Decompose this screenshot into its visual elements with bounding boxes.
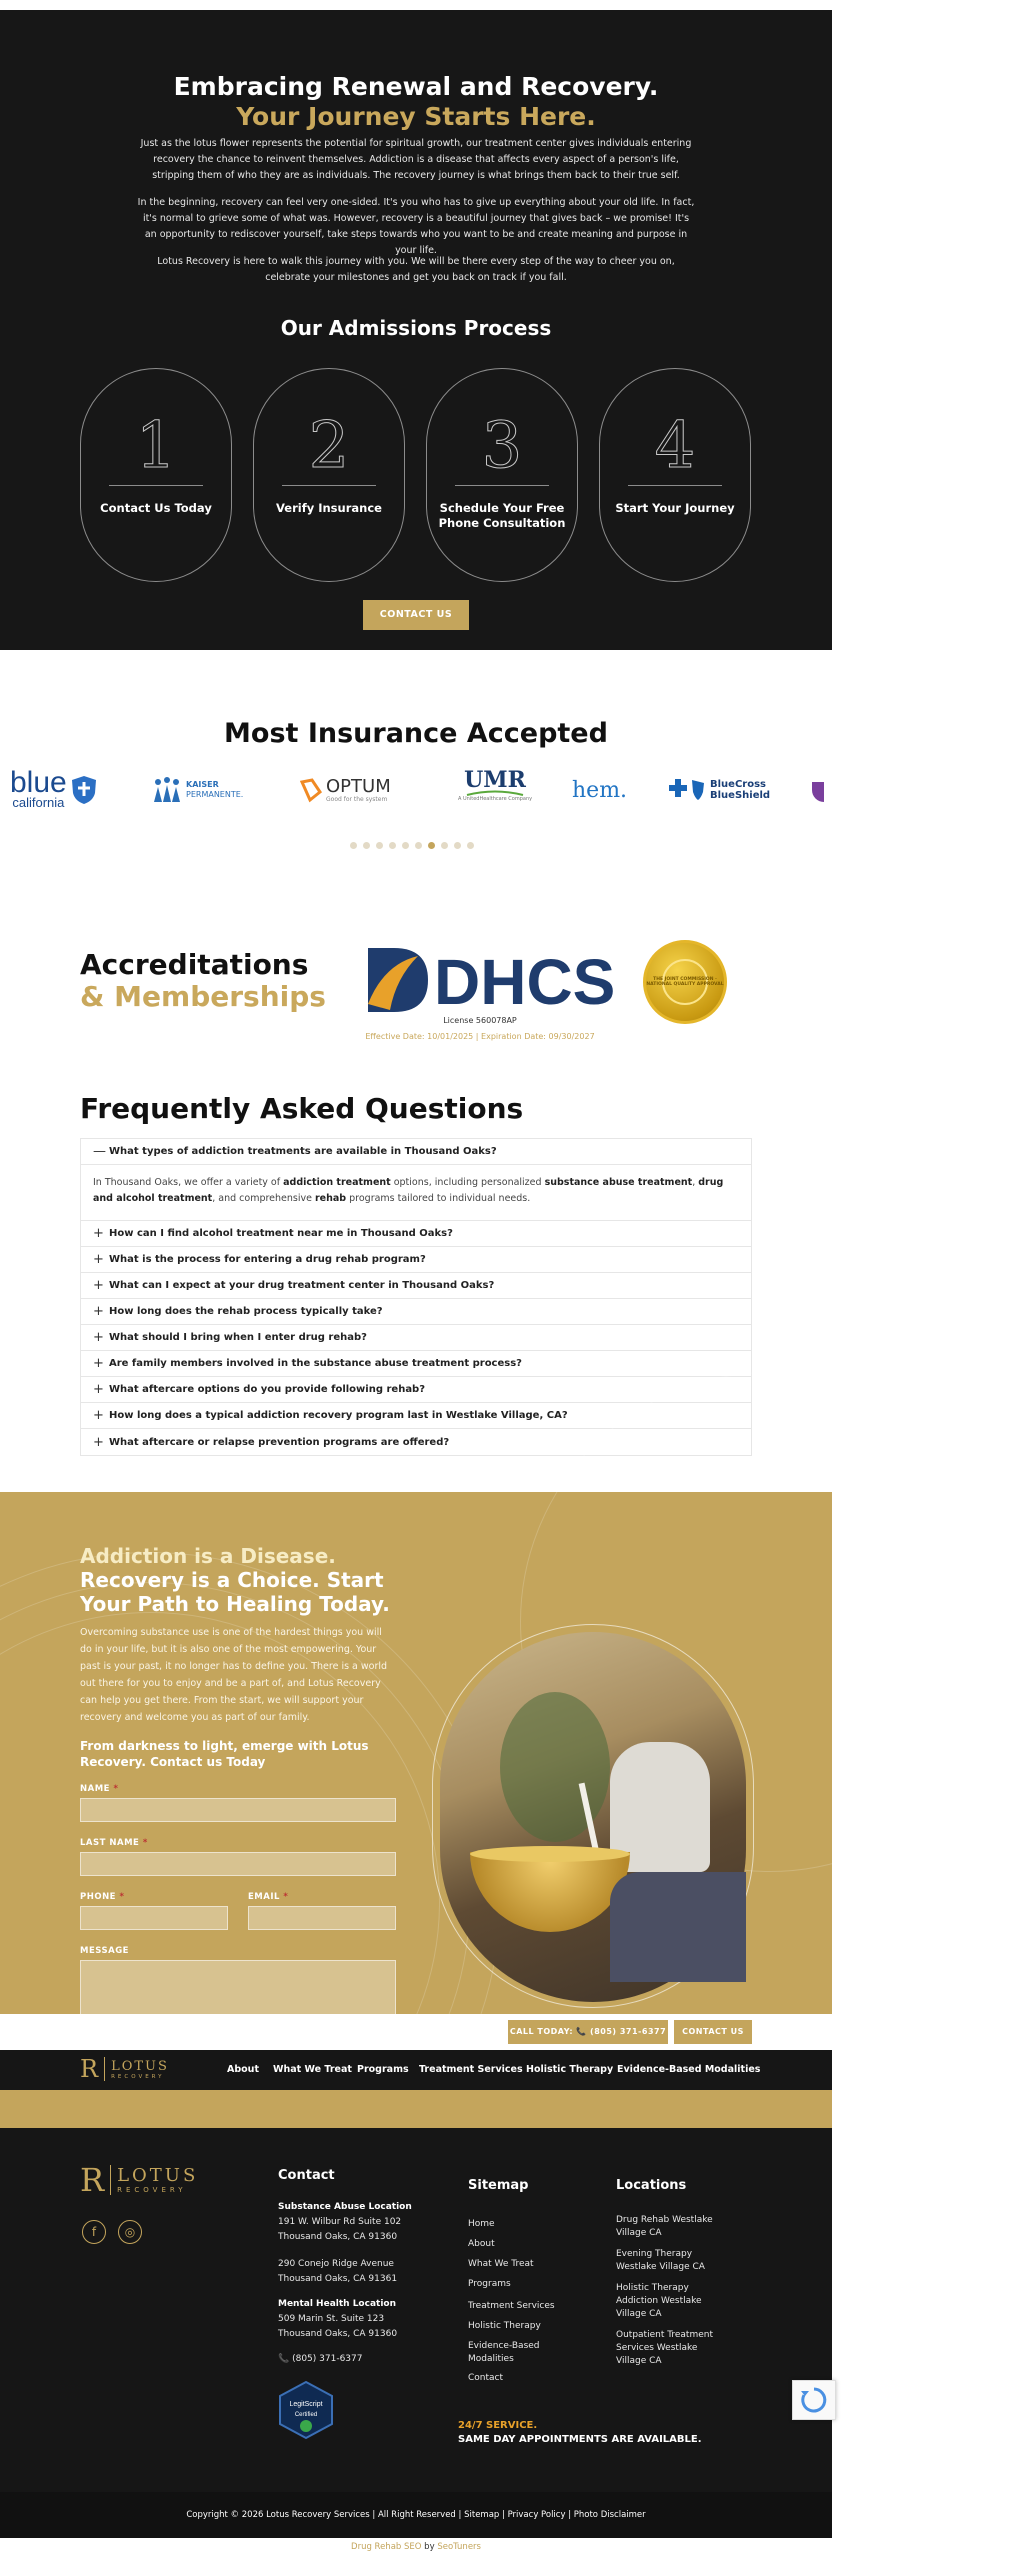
credit-author-link[interactable]: SeoTuners <box>437 2542 481 2552</box>
gold-divider-bar <box>0 2090 832 2128</box>
footer-locations-list <box>616 2214 726 2368</box>
hero-title: Embracing Renewal and Recovery. <box>173 72 659 101</box>
carousel-dots <box>350 842 474 849</box>
logo-r-mark: R <box>80 2161 105 2199</box>
message-textarea[interactable] <box>80 1960 396 2020</box>
recaptcha-icon <box>793 2381 835 2419</box>
step-label: Schedule Your Free Phone Consultation <box>438 501 566 530</box>
email-label: EMAIL * <box>248 1892 289 1902</box>
carousel-dot[interactable] <box>376 842 383 849</box>
hero-contact-button[interactable]: CONTACT US <box>363 600 469 630</box>
email-input[interactable] <box>248 1906 396 1930</box>
legitscript-badge[interactable] <box>278 2380 334 2440</box>
hero-paragraph-2: In the beginning, recovery can feel very one-sided. It's you who has to give up everything about your old life. In fact, it's normal to grieve some of what was. However, recovery is a beautiful journey that gives back – we promise! It's an opportunity to rediscover yourself, take steps towards who you want to be and create meaning and purpose in your life. <box>137 197 695 256</box>
plus-icon: + <box>93 1382 104 1397</box>
footer-contact-details: Substance Abuse Location 191 W. Wilbur Rd Suite 102 Thousand Oaks, CA 91360 290 Conejo Ridge Avenue Thousand Oaks, CA 91361 Mental Health Location 509 Marin St. Suite 123 Thousand Oaks, CA 91360 📞 (805) 371-6377 <box>278 2202 412 2364</box>
main-nav <box>0 2050 832 2090</box>
step-divider <box>455 485 549 486</box>
carousel-dot[interactable] <box>350 842 357 849</box>
footer-contact-title: Contact <box>278 2168 335 2183</box>
location-link[interactable]: Outpatient Treatment Services Westlake Village CA <box>616 2330 714 2366</box>
message-label: MESSAGE <box>80 1946 129 1956</box>
phone-input[interactable] <box>80 1906 228 1930</box>
badge-line-2: Certified <box>294 2412 318 2418</box>
recaptcha-badge[interactable] <box>792 2380 836 2420</box>
insurance-logo-blue-california: blue california <box>10 770 97 810</box>
carousel-dot[interactable] <box>402 842 409 849</box>
plant-shape <box>500 1692 610 1842</box>
insurance-logo-kaiser: KAISER PERMANENTE. <box>152 770 243 810</box>
shield-icon <box>71 775 97 805</box>
cta-body: Overcoming substance use is one of the hardest things you will do in your life, but it is also one of the most empowering. Your past is your past, it no longer has to define you. There is a world out there for you to enjoy and be a part of, and Lotus Recovery can help you get there. From the start, we will support your recovery and welcome you as part of our family. <box>80 1627 388 1723</box>
service-line-2: SAME DAY APPOINTMENTS ARE AVAILABLE. <box>458 2434 702 2445</box>
carousel-dot[interactable] <box>454 842 461 849</box>
insurance-logo-umr: UMR A UnitedHealthcare Company <box>458 767 533 802</box>
sitemap-link[interactable]: Holistic Therapy <box>468 2321 541 2331</box>
location-link[interactable]: Evening Therapy Westlake Village CA <box>616 2249 705 2272</box>
sitemap-link[interactable]: Contact <box>468 2373 504 2383</box>
cta-section <box>0 1492 832 2014</box>
step-divider <box>282 485 376 486</box>
step-label: Contact Us Today <box>100 501 212 515</box>
nav-holistic-therapy[interactable]: Holistic Therapy <box>526 2064 614 2075</box>
faq-question[interactable]: + What should I bring when I enter drug rehab? <box>81 1325 751 1351</box>
hero-subtitle: Your Journey Starts Here. <box>236 102 596 131</box>
faq-question[interactable]: + How can I find alcohol treatment near me in Thousand Oaks? <box>81 1221 751 1247</box>
admissions-title: Our Admissions Process <box>280 316 552 340</box>
faq-title: Frequently Asked Questions <box>80 1092 524 1125</box>
phone-icon: 📞 <box>278 2354 290 2364</box>
footer-phone-link[interactable]: (805) 371-6377 <box>292 2354 363 2364</box>
carousel-dot[interactable] <box>363 842 370 849</box>
footer-logo[interactable]: R LOTUS RECOVERY <box>80 2161 199 2199</box>
seal-text: THE JOINT COMMISSION · NATIONAL QUALITY APPROVAL <box>646 977 724 987</box>
faq-question[interactable]: + Are family members involved in the substance abuse treatment process? <box>81 1351 751 1377</box>
logo-divider <box>104 2057 105 2081</box>
faq-answer: In Thousand Oaks, we offer a variety of addiction treatment options, including personalized substance abuse treatment, drug and alcohol treatment, and comprehensive rehab programs tailored to individual needs. <box>81 1165 751 1221</box>
minus-icon: — <box>93 1144 106 1159</box>
carousel-dot[interactable] <box>389 842 396 849</box>
plus-icon: + <box>93 1304 104 1319</box>
badge-line-1: LegitScript <box>289 2401 323 2408</box>
kaiser-people-icon <box>152 776 182 804</box>
last-name-input[interactable] <box>80 1852 396 1876</box>
memberships-title: & Memberships <box>80 980 326 1013</box>
insurance-logo-partial <box>812 782 824 802</box>
cta-subheading: From darkness to light, emerge with Lotus Recovery. Contact us Today <box>80 1739 369 1769</box>
insurance-logo-bcbs: BlueCross BlueShield <box>668 770 770 810</box>
name-label: NAME * <box>80 1784 119 1794</box>
credit-link[interactable]: Drug Rehab SEO <box>351 2542 422 2552</box>
footer-sitemap-list <box>468 2214 558 2388</box>
plus-icon: + <box>93 1356 104 1371</box>
nav-programs[interactable]: Programs <box>357 2064 409 2075</box>
call-today-button[interactable]: CALL TODAY: 📞 (805) 371-6377 <box>508 2020 668 2044</box>
plus-icon: + <box>93 1408 104 1423</box>
faq-question[interactable]: — What types of addiction treatments are available in Thousand Oaks? <box>81 1139 751 1165</box>
step-number: 1 <box>135 409 177 483</box>
step-label: Start Your Journey <box>615 501 735 515</box>
footer-sitemap-title: Sitemap <box>468 2178 529 2193</box>
singing-bowl-shape <box>470 1852 630 1932</box>
carousel-dot[interactable] <box>467 842 474 849</box>
nav-logo[interactable]: R LOTUS RECOVERY <box>80 2055 169 2083</box>
optum-mark-icon <box>300 778 322 802</box>
cta-title-line-2: Recovery is a Choice. Start <box>80 1568 384 1592</box>
faq-question[interactable]: + What aftercare or relapse prevention programs are offered? <box>93 1434 450 1450</box>
plus-icon: + <box>93 1252 104 1267</box>
joint-commission-seal <box>643 940 727 1024</box>
license-dates: Effective Date: 10/01/2025 | Expiration Date: 09/30/2027 <box>365 1032 595 1041</box>
sitemap-link[interactable]: Home <box>468 2219 495 2229</box>
location-link[interactable]: Holistic Therapy Addiction Westlake Village CA <box>616 2283 702 2319</box>
insurance-title: Most Insurance Accepted <box>224 718 608 749</box>
hero-paragraph-3: Lotus Recovery is here to walk this journey with you. We will be there every step of the way to cheer you on, celebrate your milestones and get you back on track if you fall. <box>157 256 675 283</box>
cta-title-line-1: Addiction is a Disease. <box>80 1544 336 1568</box>
admission-step-4 <box>599 368 751 582</box>
admission-step-2 <box>253 368 405 582</box>
cta-button-bar <box>0 2020 832 2046</box>
step-number: 3 <box>481 409 523 483</box>
copyright-bar: Copyright © 2026 Lotus Recovery Services | All Right Reserved | Sitemap | Privacy Policy | Photo Disclaimer <box>0 2492 832 2538</box>
plus-icon: + <box>93 1278 104 1293</box>
bowl-rim-shape <box>470 1846 630 1862</box>
nav-about[interactable]: About <box>227 2064 259 2075</box>
bcbs-cross-shield-icon <box>668 779 706 801</box>
last-name-label: LAST NAME * <box>80 1838 148 1848</box>
dhcs-logo <box>366 944 616 1018</box>
service-line-1: 24/7 SERVICE. <box>458 2420 538 2431</box>
sitemap-link[interactable]: What We Treat <box>468 2259 534 2269</box>
step-divider <box>109 485 203 486</box>
step-divider <box>628 485 722 486</box>
plus-icon: + <box>93 1434 104 1450</box>
phone-label: PHONE * <box>80 1892 125 1902</box>
instagram-icon[interactable]: ◎ <box>118 2220 142 2244</box>
sitemap-link[interactable]: Treatment Services <box>468 2301 555 2311</box>
credit-line: Drug Rehab SEO by SeoTuners <box>351 2542 481 2552</box>
dhcs-wordmark: DHCS <box>434 946 616 1018</box>
nav-evidence-based[interactable]: Evidence-Based Modalities <box>617 2064 761 2075</box>
sitemap-link[interactable]: Programs <box>468 2279 511 2289</box>
name-input[interactable] <box>80 1798 396 1822</box>
accreditations-title: Accreditations <box>80 948 309 981</box>
facebook-icon[interactable]: f <box>82 2220 106 2244</box>
nav-what-we-treat[interactable]: What We Treat <box>273 2064 352 2075</box>
hero-paragraph-1: Just as the lotus flower represents the potential for spiritual growth, our treatment center gives individuals entering recovery the chance to reinvent themselves. Addiction is a disease that affects every aspect of a person's life, stripping them of who they are as individuals. The recovery journey is what brings them back to their true self. <box>140 138 692 181</box>
step-label: Verify Insurance <box>276 501 382 515</box>
step-number: 4 <box>654 409 696 483</box>
admission-step-1 <box>80 368 232 582</box>
carousel-dot[interactable] <box>428 842 435 849</box>
person-pants-shape <box>610 1872 746 1982</box>
faq-question[interactable]: + How long does a typical addiction recovery program last in Westlake Village, CA? <box>81 1403 751 1429</box>
plus-icon: + <box>93 1226 104 1241</box>
faq-question[interactable]: + What can I expect at your drug treatment center in Thousand Oaks? <box>81 1273 751 1299</box>
logo-r-mark: R <box>80 2055 99 2083</box>
insurance-logo-anthem: hem. <box>572 777 628 803</box>
admission-step-3 <box>426 368 578 582</box>
footer <box>0 2128 832 2492</box>
nav-treatment-services[interactable]: Treatment Services <box>419 2064 523 2075</box>
sitemap-link[interactable]: About <box>468 2239 495 2249</box>
insurance-logo-optum: OPTUM Good for the system <box>300 770 391 810</box>
sitemap-link[interactable]: Evidence-Based Modalities <box>468 2341 540 2364</box>
carousel-dot[interactable] <box>441 842 448 849</box>
faq-question[interactable]: + What is the process for entering a drug rehab program? <box>81 1247 751 1273</box>
cta-contact-button[interactable]: CONTACT US <box>674 2020 752 2044</box>
faq-question[interactable]: + How long does the rehab process typically take? <box>81 1299 751 1325</box>
singing-bowl-photo <box>440 1632 746 2002</box>
location-link[interactable]: Drug Rehab Westlake Village CA <box>616 2215 713 2238</box>
carousel-dot[interactable] <box>415 842 422 849</box>
footer-locations-title: Locations <box>616 2178 687 2193</box>
step-number: 2 <box>308 409 350 483</box>
license-number: License 560078AP <box>443 1016 517 1025</box>
logo-divider <box>110 2165 111 2195</box>
plus-icon: + <box>93 1330 104 1345</box>
hero-section <box>0 10 832 650</box>
cta-title-line-3: Your Path to Healing Today. <box>80 1592 390 1616</box>
faq-question[interactable]: + What aftercare options do you provide following rehab? <box>81 1377 751 1403</box>
